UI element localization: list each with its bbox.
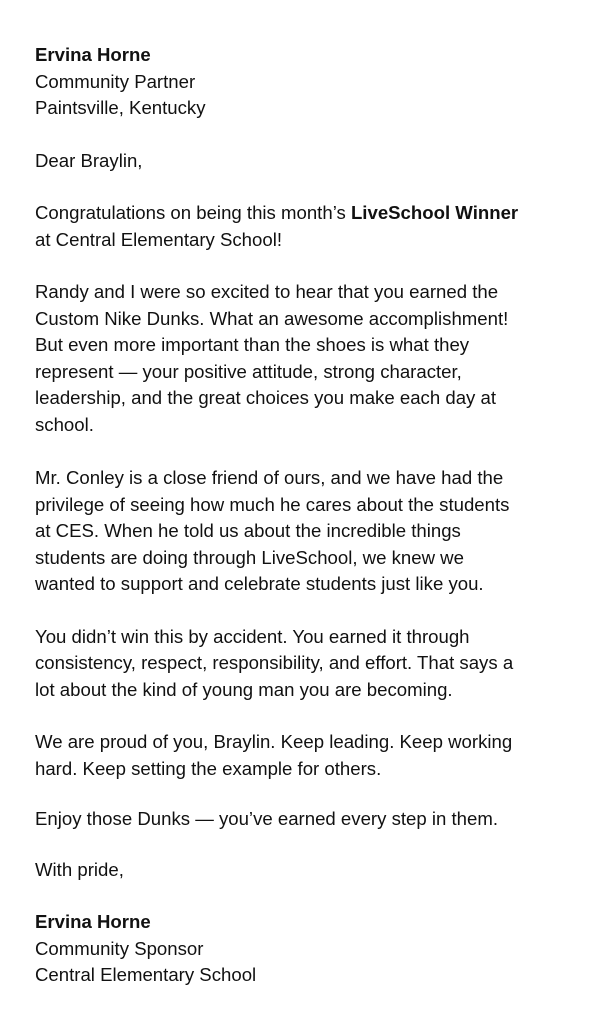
paragraph-earned xyxy=(35,624,575,704)
sender-block xyxy=(35,42,575,122)
signature-title: Community Sponsor xyxy=(35,937,204,959)
paragraph-excited xyxy=(35,279,575,438)
liveschool-winner-bold: LiveSchool Winner xyxy=(350,202,519,223)
paragraph-proud xyxy=(35,729,575,782)
paragraph-line: privilege of seeing how much he cares about the students xyxy=(35,493,510,515)
paragraph-enjoy xyxy=(35,806,575,833)
paragraph-line: But even more important than the shoes is what they xyxy=(35,334,470,355)
paragraph-line: You didn’t win this by accident. You earned it through xyxy=(35,625,470,647)
paragraph-line: consistency, respect, responsibility, and effort. That says a xyxy=(35,652,514,673)
paragraph-line: leadership, and the great choices you make each day at xyxy=(35,387,497,408)
signature-name: Ervina Horne xyxy=(35,911,151,932)
sender-name: Ervina Horne xyxy=(35,44,151,65)
signature-block xyxy=(35,909,575,989)
sender-title: Community Partner xyxy=(35,70,196,92)
paragraph-line: school. xyxy=(35,413,94,435)
paragraph-line: lot about the kind of young man you are becoming. xyxy=(35,678,453,700)
paragraph-line: Randy and I were so excited to hear that you earned the xyxy=(35,281,499,302)
paragraph-line: hard. Keep setting the example for others. xyxy=(35,757,382,779)
paragraph-mr-conley xyxy=(35,465,575,598)
paragraph-congratulations-line-1 xyxy=(35,200,575,227)
paragraph-line: Custom Nike Dunks. What an awesome accomplishment! xyxy=(35,307,509,329)
paragraph-line: represent — your positive attitude, strong character, xyxy=(35,360,462,382)
paragraph-line: students are doing through LiveSchool, we knew we xyxy=(35,546,464,568)
paragraph-line: wanted to support and celebrate students just like you. xyxy=(35,573,484,594)
paragraph-line: Mr. Conley is a close friend of ours, and we have had the xyxy=(35,467,504,488)
signature-organization: Central Elementary School xyxy=(35,964,257,985)
congratulations-text: Congratulations on being this month’s xyxy=(35,202,351,223)
sender-location: Paintsville, Kentucky xyxy=(35,97,206,118)
closing xyxy=(35,857,575,884)
salutation-text: Dear Braylin, xyxy=(35,149,143,171)
paragraph-congratulations xyxy=(35,200,575,253)
paragraph-line: We are proud of you, Braylin. Keep leading. Keep working xyxy=(35,731,513,752)
salutation xyxy=(35,148,575,175)
paragraph-line: at CES. When he told us about the incredible things xyxy=(35,520,461,541)
closing-text: With pride, xyxy=(35,858,124,880)
paragraph-congratulations-line-2: at Central Elementary School! xyxy=(35,228,283,250)
paragraph-line: Enjoy those Dunks — you’ve earned every step in them. xyxy=(35,808,499,829)
